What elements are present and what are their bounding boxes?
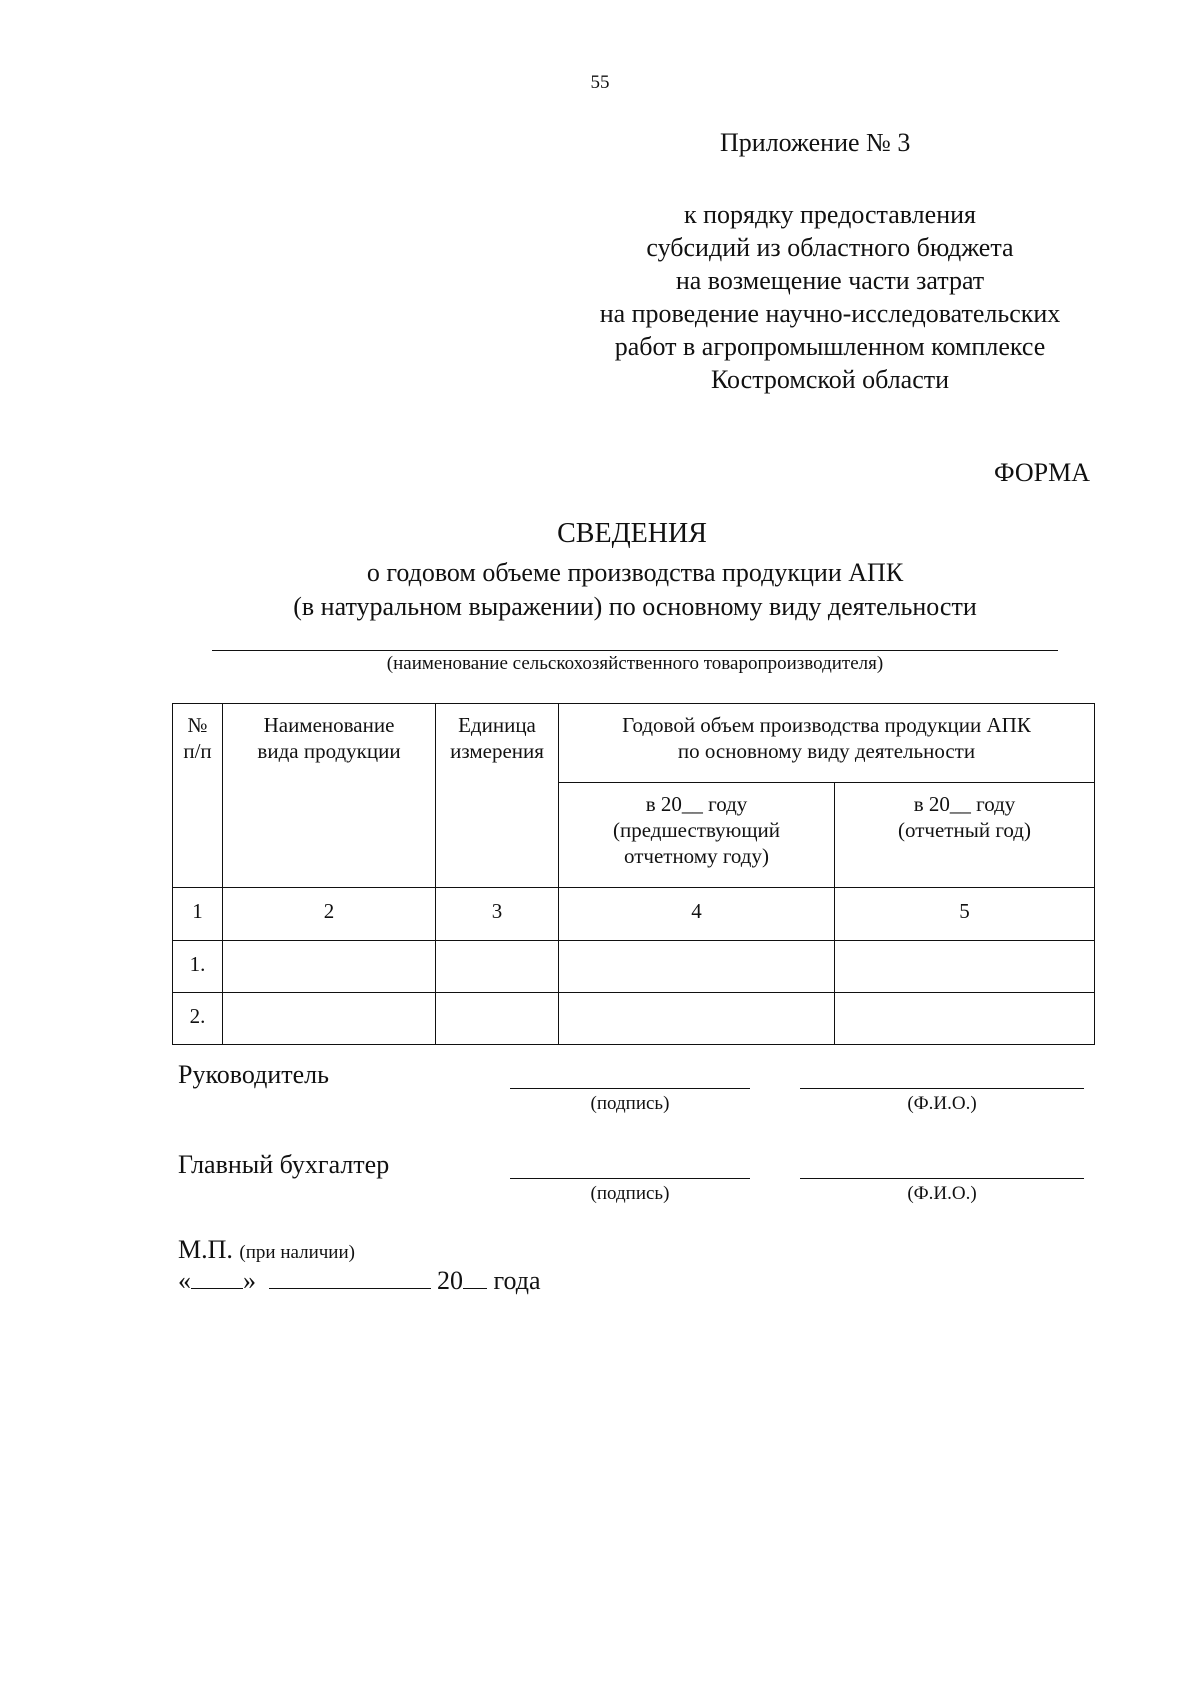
appendix-line: работ в агропромышленном комплексе xyxy=(614,332,1046,361)
appendix-line: к порядку предоставления xyxy=(684,200,976,229)
header-text: Наименование xyxy=(263,713,395,737)
seal-mark: М.П. xyxy=(178,1235,233,1264)
header-unit xyxy=(436,704,559,888)
header-text: в 20__ году xyxy=(913,792,1016,816)
document-subtitle xyxy=(0,556,1200,624)
header-text: по основному виду деятельности xyxy=(677,739,976,763)
header-text: п/п xyxy=(183,739,212,763)
accountant-name-caption: (Ф.И.О.) xyxy=(907,1183,977,1204)
header-text: (отчетный год) xyxy=(898,818,1031,842)
header-text: № xyxy=(187,713,208,737)
date-close-quote: » xyxy=(243,1266,256,1295)
head-name-caption: (Ф.И.О.) xyxy=(907,1093,977,1114)
date-row xyxy=(178,1266,541,1296)
column-numbers-row xyxy=(173,888,1095,941)
header-text: (предшествующий xyxy=(612,818,780,842)
column-number: 3 xyxy=(436,888,559,941)
month-blank[interactable] xyxy=(269,1266,431,1289)
year-prefix: 20 xyxy=(437,1266,463,1295)
header-text: вида продукции xyxy=(257,739,401,763)
unit-cell[interactable] xyxy=(436,941,559,993)
header-text: Годовой объем производства продукции АПК xyxy=(622,713,1031,737)
date-open-quote: « xyxy=(178,1266,191,1295)
product-name-cell[interactable] xyxy=(223,941,436,993)
subtitle-line: (в натуральном выражении) по основному виду деятельности xyxy=(293,592,977,621)
table-row xyxy=(173,993,1095,1045)
column-number: 1 xyxy=(173,888,223,941)
head-signature-caption: (подпись) xyxy=(590,1093,670,1114)
document-title: СВЕДЕНИЯ xyxy=(557,518,707,549)
header-text: отчетному году) xyxy=(623,844,769,868)
reporting-year-cell[interactable] xyxy=(835,993,1095,1045)
header-text: измерения xyxy=(450,739,544,763)
appendix-line: на проведение научно-исследовательских xyxy=(599,299,1061,328)
chief-accountant-label: Главный бухгалтер xyxy=(178,1150,390,1179)
reporting-year-cell[interactable] xyxy=(835,941,1095,993)
previous-year-cell[interactable] xyxy=(559,941,835,993)
head-label: Руководитель xyxy=(178,1060,329,1089)
form-label: ФОРМА xyxy=(994,458,1090,487)
header-text: Единица xyxy=(458,713,536,737)
appendix-line: субсидий из областного бюджета xyxy=(646,233,1014,262)
header-product-name xyxy=(223,704,436,888)
accountant-signature-line[interactable] xyxy=(510,1178,750,1179)
appendix-line: на возмещение части затрат xyxy=(675,266,985,295)
appendix-text xyxy=(560,198,1100,396)
header-text: в 20__ году xyxy=(645,792,748,816)
accountant-name-line[interactable] xyxy=(800,1178,1084,1179)
year-suffix: года xyxy=(493,1266,541,1295)
table-row xyxy=(173,941,1095,993)
appendix-title: Приложение № 3 xyxy=(720,128,911,157)
product-name-cell[interactable] xyxy=(223,993,436,1045)
organization-name-line[interactable] xyxy=(212,650,1058,651)
row-number: 2. xyxy=(173,993,223,1045)
column-number: 2 xyxy=(223,888,436,941)
header-reporting-year xyxy=(835,783,1095,888)
organization-caption: (наименование сельскохозяйственного товаропроизводителя) xyxy=(386,653,884,674)
accountant-signature-caption: (подпись) xyxy=(590,1183,670,1204)
column-number: 4 xyxy=(559,888,835,941)
row-number: 1. xyxy=(173,941,223,993)
page-number: 55 xyxy=(590,72,610,93)
day-blank[interactable] xyxy=(191,1266,243,1289)
production-volume-table xyxy=(172,703,1095,1045)
seal-note: (при наличии) xyxy=(239,1242,355,1263)
unit-cell[interactable] xyxy=(436,993,559,1045)
year-blank[interactable] xyxy=(463,1266,487,1289)
subtitle-line: о годовом объеме производства продукции АПК xyxy=(366,558,904,587)
seal-label xyxy=(178,1235,355,1265)
header-previous-year xyxy=(559,783,835,888)
header-number xyxy=(173,704,223,888)
previous-year-cell[interactable] xyxy=(559,993,835,1045)
head-name-line[interactable] xyxy=(800,1088,1084,1089)
column-number: 5 xyxy=(835,888,1095,941)
head-signature-line[interactable] xyxy=(510,1088,750,1089)
header-annual-volume xyxy=(559,704,1095,783)
appendix-line: Костромской области xyxy=(710,365,950,394)
